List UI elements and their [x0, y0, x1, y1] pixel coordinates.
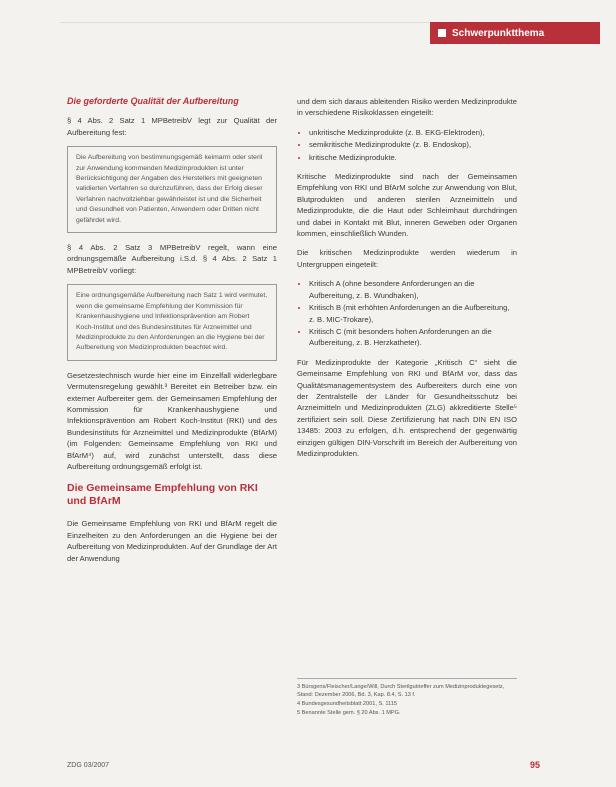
quote-box: Die Aufbereitung von bestimmungsgemäß keimarm oder steril zur Anwendung kommenden Medizinprodukten ist unter Berücksichtigung der Angaben des Herstellers mit geeigneten validierten Verfahren so durchzuführen, dass der Erfolg dieser Verfahren nachvollziehbar gewährleistet ist und die Sicherheit und Gesundheit von Patienten, Anwendern oder Dritten nicht gefährdet wird. [67, 146, 277, 233]
section-heading: Die geforderte Qualität der Aufbereitung [67, 96, 239, 106]
paragraph: Die kritischen Medizinprodukte werden wiederum in Untergruppen eingeteilt: [297, 248, 517, 269]
paragraph: und dem sich daraus ableitenden Risiko werden Medizinprodukte in verschiedene Risikoklassen eingeteilt: [297, 97, 517, 118]
risk-class-list [297, 127, 517, 163]
list-item: • kritische Medizinprodukte. [309, 152, 517, 163]
footnotes [297, 678, 517, 718]
paragraph: Gesetzestechnisch wurde hier eine im Einzelfall widerlegbare Vermutensregelung gewählt.³ Bereitet ein Betreiber bzw. ein externer Aufbereiter gem. der Gemeinsamen Empfehlung der Kommission für Krankenhaushygiene und Infektionsprävention am Robert Koch-Institut (RKI) und des Bundesinstituts für Arzneimittel und Medizinprodukte (BfArM) (im Folgenden: Gemeinsame Empfehlung von RKI und BfArM⁴) auf, wird zunächst unterstellt, dass diese Aufbereitung ordnungsgemäß erfolgt ist. [67, 370, 277, 471]
list-item: • Kritisch B (mit erhöhten Anforderungen an die Aufbereitung, z. B. MIC-Trokare), [309, 302, 517, 325]
subgroup-list [297, 278, 517, 348]
section-heading: Die Gemeinsame Empfehlung von RKI und BfArM [67, 482, 258, 508]
paragraph: Die Gemeinsame Empfehlung von RKI und BfArM regelt die Einzelheiten zu den Anforderungen an die Hygiene bei der Aufbereitung von Medizinprodukten. Auf der Grundlage der Art der Anwendung [67, 519, 277, 563]
footnote: 4 Bundesgesundheitsblatt 2001, S. 1115 [297, 701, 397, 707]
list-item: • semikritische Medizinprodukte (z. B. Endoskop), [309, 139, 517, 150]
paragraph: Für Medizinprodukte der Kategorie „Kritisch C“ sieht die Gemeinsame Empfehlung von RKI und BfArM vor, dass das Qualitätsmanagementsystem des Aufbereiters durch eine von der Zentralstelle der Länder für Gesundheitsschutz bei Arzneimitteln und Medizinprodukten (ZLG) akkreditierte Stelle⁵ zertifiziert sein soll. Diese Zertifizierung hat nach DIN EN ISO 13485: 2003 zu erfolgen, d.h. entsprechend der gegenwärtig einzigen gültigen DIN-Vorschrift im Bereich der Aufbereitung von Medizinprodukten. [297, 357, 517, 458]
section-header [430, 22, 600, 44]
list-item: • unkritische Medizinprodukte (z. B. EKG-Elektroden), [309, 127, 517, 138]
list-item: • Kritisch C (mit besonders hohen Anforderungen an die Aufbereitung, z. B. Herzkatheter). [309, 326, 517, 349]
header-rule [60, 22, 430, 23]
section-label: Schwerpunktthema [452, 27, 545, 39]
list-item: • Kritisch A (ohne besondere Anforderungen an die Aufbereitung, z. B. Wundhaken), [309, 278, 517, 301]
paragraph: § 4 Abs. 2 Satz 3 MPBetreibV regelt, wann eine ordnungsgemäße Aufbereitung i.S.d. § 4 Abs. 2 Satz 1 MPBetreibV vorliegt: [67, 243, 277, 275]
right-column [297, 96, 517, 467]
left-column [67, 96, 277, 572]
paragraph: § 4 Abs. 2 Satz 1 MPBetreibV legt zur Qualität der Aufbereitung fest: [67, 116, 277, 137]
page-number: 95 [530, 760, 541, 770]
square-icon [438, 29, 446, 37]
footnote: 5 Benannte Stelle gem. § 20 Abs. 1 MPG. [297, 710, 401, 716]
quote-box: Eine ordnungsgemäße Aufbereitung nach Satz 1 wird vermutet, wenn die gemeinsame Empfehlung der Kommission für Krankenhaushygiene und Infektionsprävention am Robert Koch-Institut und des Bundesinstitutes für Arzneimittel und Medizinprodukte zu den Anforderungen an die Hygiene bei der Aufbereitung von Medizinprodukten beachtet wird. [67, 284, 277, 360]
journal-reference: ZDG 03/2007 [67, 762, 110, 769]
paragraph: Kritische Medizinprodukte sind nach der Gemeinsamen Empfehlung von RKI und BfArM solche zur Anwendung von Blut, Blutprodukten und anderen sterilen Arzneimitteln und Medizinprodukte, die die Haut oder Schleimhaut durchdringen und dabei in Kontakt mit Blut, inneren Geweben oder Organen kommen, einschließlich Wunden. [297, 172, 517, 239]
footnote: 3 Bürsgens/Fleischer/Lange/Will, Durch Sterilgutrieffer zum Medizinproduktegesetz, Stand: Dezember 2006, Bd. 3, Kap. 8.4, S. 13 f. [297, 684, 505, 698]
